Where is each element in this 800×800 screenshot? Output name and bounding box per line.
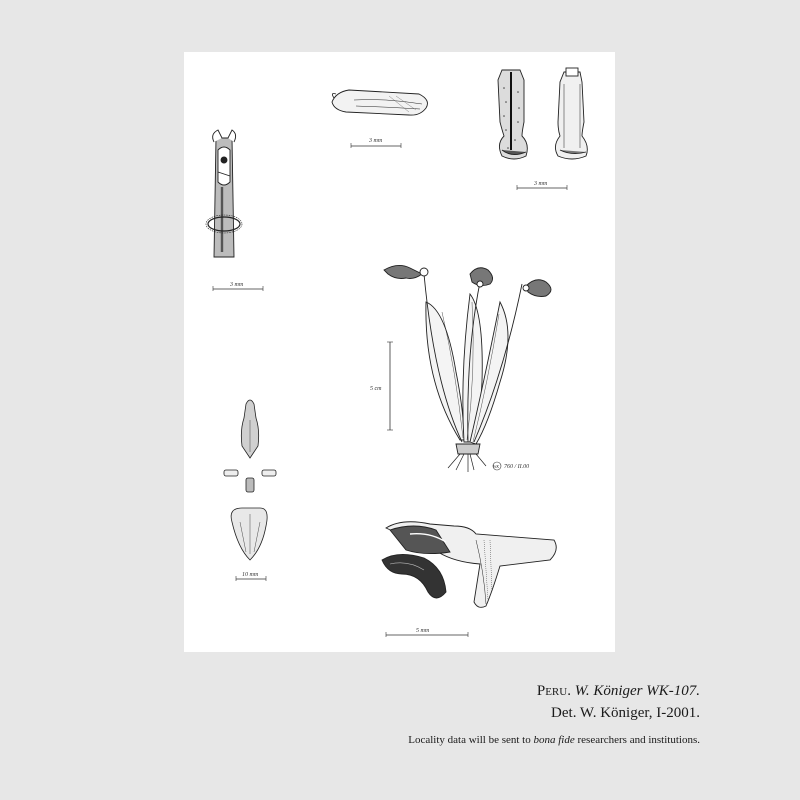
plate-code: 760 / II.00 bbox=[504, 464, 530, 470]
monogram: WK bbox=[493, 464, 499, 469]
disclaimer-bona-fide: bona fide bbox=[533, 734, 575, 746]
botanical-plate bbox=[184, 52, 615, 652]
sepal-back-drawing bbox=[555, 68, 587, 159]
scale-label-habit: 5 cm bbox=[370, 386, 382, 392]
country-label: Peru. bbox=[536, 683, 571, 699]
disclaimer-text-start: Locality data will be sent to bbox=[408, 734, 534, 746]
flower-side-drawing bbox=[382, 522, 556, 608]
petal-drawing bbox=[332, 90, 427, 115]
collection-caption bbox=[537, 683, 700, 700]
column-drawing bbox=[206, 130, 242, 257]
scale-label-lip: 10 mm bbox=[242, 572, 259, 578]
locality-disclaimer bbox=[408, 734, 700, 746]
scale-label-sepals: 3 mm bbox=[534, 181, 548, 187]
scale-label-column: 3 mm bbox=[230, 282, 244, 288]
scale-label-petal: 3 mm bbox=[369, 138, 383, 144]
botanical-illustration bbox=[184, 52, 615, 652]
lip-parts-drawing bbox=[224, 400, 276, 560]
sepal-front-drawing bbox=[498, 70, 527, 159]
collector-number: W. Königer WK-107. bbox=[574, 683, 700, 699]
disclaimer-text-end: researchers and institutions. bbox=[574, 734, 700, 746]
determination-caption: Det. W. Königer, I-2001. bbox=[551, 705, 700, 721]
scale-label-flower: 5 mm bbox=[416, 628, 430, 634]
plant-habit-drawing bbox=[384, 265, 551, 472]
